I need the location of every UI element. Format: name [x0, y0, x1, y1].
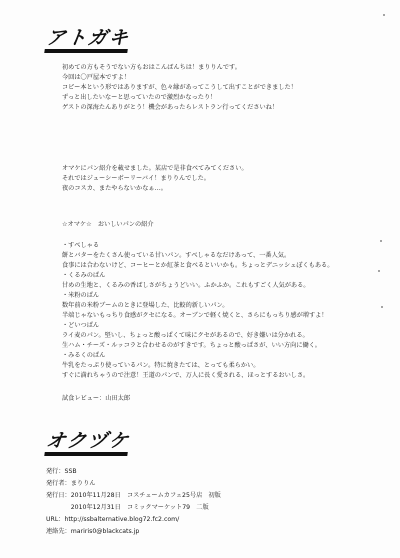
- scan-speck: [383, 14, 385, 16]
- colophon-url: URL：http://ssbalternative.blog72.fc2.com/: [46, 516, 180, 523]
- review-title-text: ☆オマケ☆ おいしいパンの紹介: [62, 221, 154, 228]
- intro-line: 今回は〇戸屋本ですよ！: [62, 74, 131, 81]
- colophon-block: [46, 466, 366, 538]
- bread-review-list: [62, 241, 362, 381]
- review-section-title: [62, 220, 362, 230]
- review-item-name: ・すべしゃる: [62, 242, 100, 249]
- intro-line: コピー本という形ではありますが、色々縁があってこうして出すことができました！: [62, 84, 297, 91]
- scan-speck: [380, 240, 382, 242]
- afterword-heading: アトガキ: [44, 28, 131, 53]
- review-item-text: すぐに満れちゃうので注意！王道のパンで、万人に長く愛される、ほっとするおいしさ。: [62, 372, 310, 379]
- colophon-date-first: 発行日：2010年11月28日 コスチュームカフェ25号店 初版: [46, 492, 221, 499]
- note-line: 夜のコスカ、またやらないかなぁ…。: [62, 185, 167, 192]
- colophon-heading: オクヅケ: [44, 431, 131, 456]
- note-line: それではジューシーボーリーバイ！まりりんでした。: [62, 175, 210, 182]
- scan-speck: [381, 306, 383, 308]
- review-credit: 試食レビュー：山田太郎: [62, 395, 131, 402]
- review-item-text: 半端じゃないもっちり食感がクセになる。オーブンで軽く焼くと、さらにもっちり感が増すよ！: [62, 312, 328, 319]
- review-item-text: 数年前の米粉ブームのときに登場した、比較的新しいパン。: [62, 302, 229, 309]
- review-item-text: 生ハム・チーズ・ルッコラと合わせるのがすきです。ちょっと酸っぱさが、いい方向に働く。: [62, 342, 321, 349]
- intro-line: ゲストの深海たんありがとう！機会があったらレストラン行ってくださいね！: [62, 104, 279, 111]
- note-line: オマケにパン紹介を載せました。某店で是非食べてみてください。: [62, 165, 248, 172]
- colophon-contact: 連絡先：mariris0@blackcats.jp: [46, 528, 140, 535]
- review-item-name: ・みるくのぱん: [62, 352, 106, 359]
- colophon-author: 発行者：まりりん: [46, 480, 96, 487]
- review-item-text: 餅とバターをたくさん使っている甘いパン。すべしゃるなだけあって、一番人気。: [62, 252, 291, 259]
- note-paragraph: [62, 164, 362, 194]
- scan-speck: [378, 270, 380, 272]
- intro-line: ずっと出したいなーと思っていたので激烈かなったり！: [62, 94, 217, 101]
- review-item-text: 甘めの生地と、くるみの香ばしさがちょうどいい。ふかふか。これもすごく人気がある。: [62, 282, 310, 289]
- intro-paragraph: [62, 63, 362, 113]
- review-item-text: 食事には合わないけど、コーヒーとか紅茶と食べるといいかも。ちょっとデニッシュぽくもある。: [62, 262, 334, 269]
- review-item-text: 牛乳をたっぷり使っているパン。特に焼きたては、とっても柔らかい。: [62, 362, 260, 369]
- colophon-date-second: 2010年12月31日 コミックマーケット79 二版: [46, 504, 209, 511]
- review-item-text: ライ麦のパン。堅いし、ちょっと酸っぱくて味にクセがあるので、好き嫌いは分かれる。: [62, 332, 309, 339]
- colophon-publisher: 発行：SSB: [46, 468, 77, 475]
- intro-line: 初めての方もそうでない方もおはこんばんちは！まりりんです。: [62, 64, 241, 71]
- review-item-name: ・米粉のぱん: [62, 292, 100, 299]
- review-item-name: ・どいつぱん: [62, 322, 100, 329]
- review-item-name: ・くるみのぱん: [62, 272, 106, 279]
